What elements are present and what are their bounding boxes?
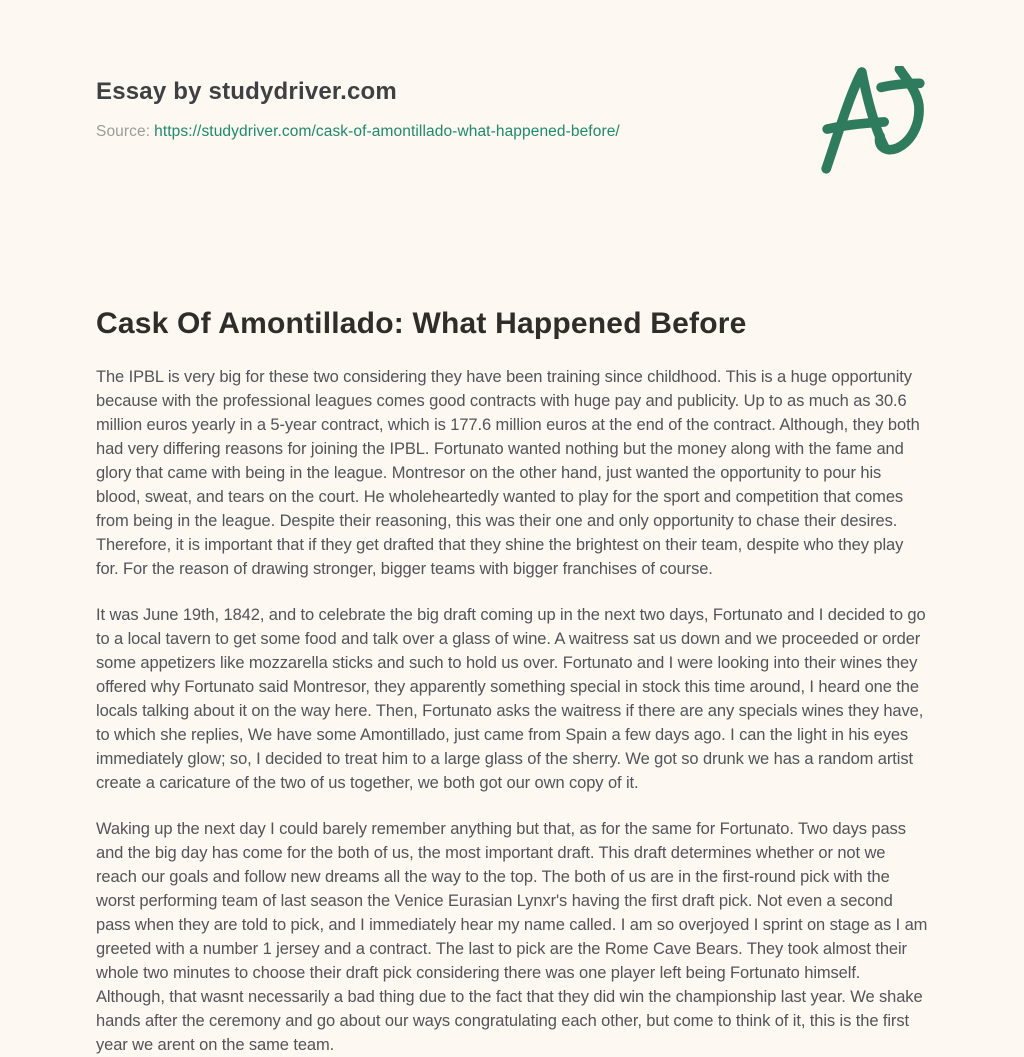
essay-paragraph-2: It was June 19th, 1842, and to celebrate the big draft coming up in the next two days, Fortunato and I decided to go to a local tavern to get some food and talk over a glass of wine. A waitress sat us down and we proceeded or order some appetizers like mozzarella sticks and such to hold us over. Fortunato and I were looking into their wines they offered why Fortunato said Montresor, they apparently something special in stock this time around, I heard one the locals talking about it on the way here. Then, Fortunato asks the waitress if there are any specials wines they have, to which she replies, We have some Amontillado, just came from Spain a few days ago. I can the light in his eyes immediately glow; so, I decided to treat him to a large glass of the sherry. We got so drunk we has a random artist create a caricature of the two of us together, we both got our own copy of it. [96,606,926,792]
source-line [96,123,620,141]
essay-by-title: Essay by studydriver.com [96,78,397,105]
source-label: Source: [96,123,151,140]
a-plus-logo-icon [818,171,930,188]
essay-body [96,365,928,1057]
essay-paragraph-1: The IPBL is very big for these two considering they have been training since childhood. This is a huge opportunity because with the professional leagues comes good contracts with huge pay and publicity. Up to as much as 30.6 million euros yearly in a 5-year contract, which is 177.6 million euros at the end of the contract. Although, they both had very differing reasons for joining the IPBL. Fortunato wanted nothing but the money along with the fame and glory that came with being in the league. Montresor on the other hand, just wanted the opportunity to pour his blood, sweat, and tears on the court. He wholeheartedly wanted to play for the sport and competition that comes from being in the league. Despite their reasoning, this was their one and only opportunity to chase their desires. Therefore, it is important that if they get drafted that they shine the brightest on their team, despite who they play for. For the reason of drawing stronger, bigger teams with bigger franchises of course. [96,368,920,578]
essay-title: Cask Of Amontillado: What Happened Before [96,307,747,340]
header-text-block [96,64,620,141]
studydriver-logo [818,66,930,189]
essay-paragraph-3: Waking up the next day I could barely remember anything but that, as for the same for Fortunato. Two days pass and the big day has come for the both of us, the most important draft. This draft determines whether or not we reach our goals and follow new dreams all the way to the top. The both of us are in the first-round pick with the worst performing team of last season the Venice Eurasian Lynxr's having the first draft pick. Not even a second pass when they are told to pick, and I immediately hear my name called. I am so overjoyed I sprint on stage as I am greeted with a number 1 jersey and a contract. The last to pick are the Rome Cave Bears. They took almost their whole two minutes to choose their draft pick considering there was one player left being Fortunato himself. Although, that wasnt necessarily a bad thing due to the fact that they did win the championship last year. We shake hands after the ceremony and go about our ways congratulating each other, but come to think of it, this is the first year we arent on the same team. [96,820,928,1054]
source-url-link[interactable]: https://studydriver.com/cask-of-amontillado-what-happened-before/ [154,123,620,140]
page-header [96,64,928,189]
